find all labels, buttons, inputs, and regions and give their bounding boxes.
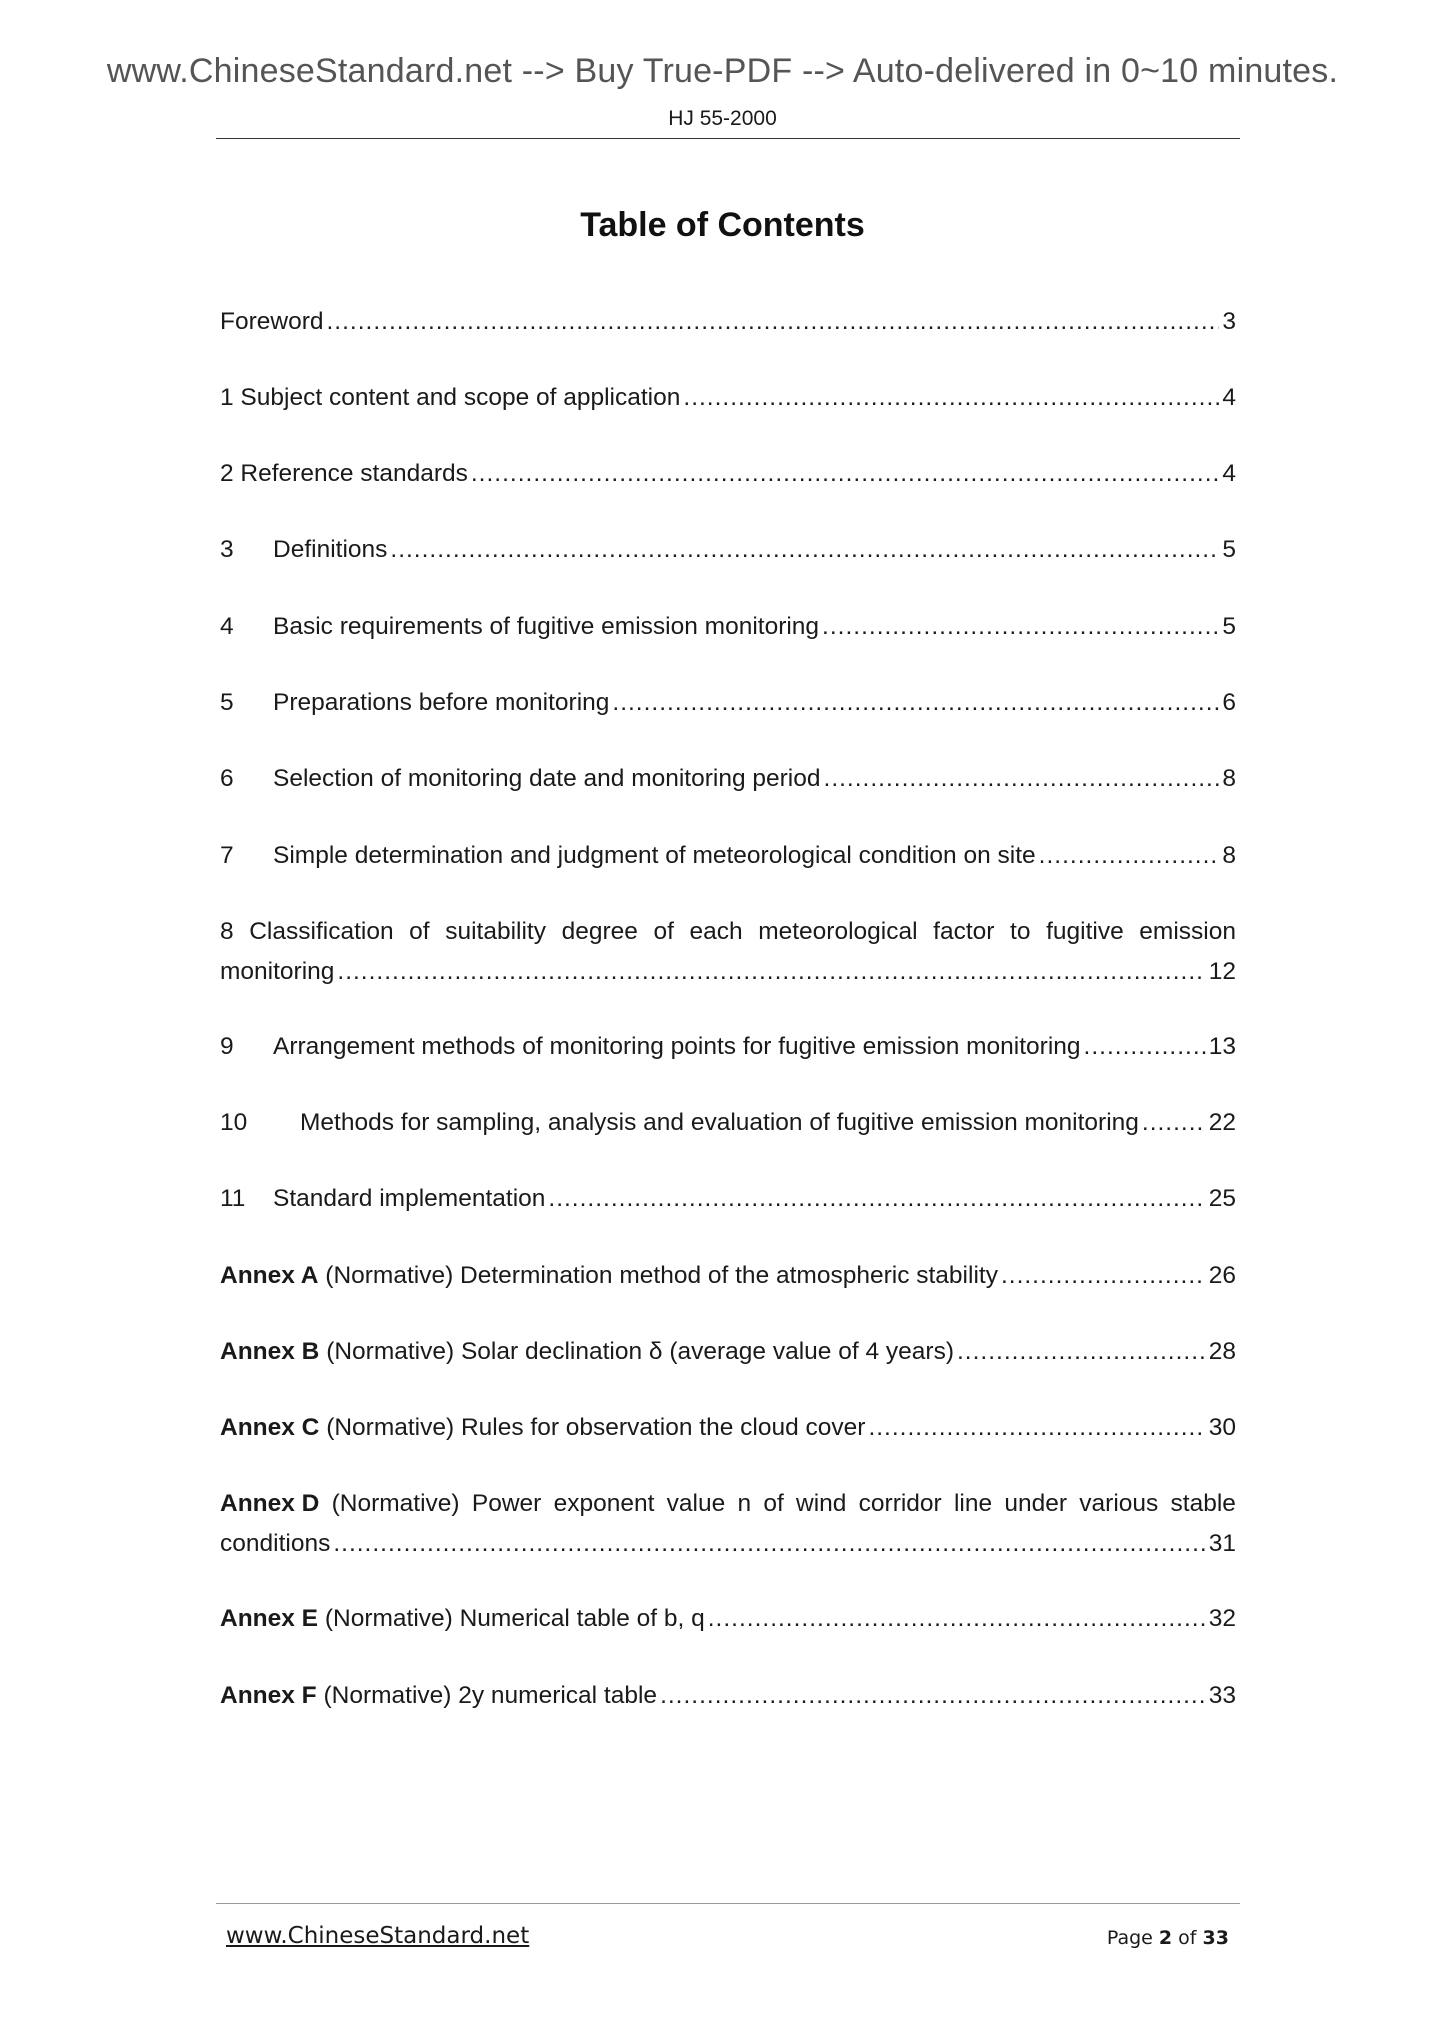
- toc-entry-text: (Normative) Solar declination δ (average value of 4 years): [326, 1338, 954, 1365]
- toc-entry-text: Simple determination and judgment of meteorological condition on site: [273, 842, 1036, 869]
- toc-leader-dots: [548, 1179, 1205, 1219]
- toc-leader-dots: [708, 1599, 1206, 1639]
- toc-entry-8[interactable]: [220, 912, 1236, 992]
- toc-entry-annex-e[interactable]: [220, 1599, 1236, 1639]
- toc-leader-dots: [1001, 1256, 1206, 1296]
- toc-leader-dots: [1039, 836, 1220, 876]
- toc-entry-annex-b[interactable]: [220, 1332, 1236, 1372]
- toc-leader-dots: [824, 759, 1220, 799]
- toc-entry-text: [220, 912, 1236, 952]
- toc-page-number: 5: [1222, 613, 1236, 640]
- toc-page-number: 22: [1208, 1109, 1236, 1136]
- annex-label: Annex F: [220, 1682, 317, 1709]
- toc-entry-annex-d[interactable]: [220, 1484, 1236, 1564]
- toc-word: Power: [471, 1490, 542, 1517]
- toc-word: various: [1079, 1490, 1159, 1517]
- total-pages: 33: [1202, 1927, 1229, 1949]
- toc-word: exponent: [553, 1490, 655, 1517]
- annex-label: Annex B: [220, 1338, 320, 1365]
- toc-section-number: 3: [220, 536, 234, 563]
- toc-section-number: 7: [220, 842, 234, 869]
- footer-page-indicator: [1107, 1927, 1229, 1949]
- toc-entry-10[interactable]: [220, 1103, 1236, 1143]
- toc-word: of: [763, 1490, 784, 1517]
- toc-entry-text: (Normative) Determination method of the atmospheric stability: [325, 1262, 998, 1289]
- toc-page-number: 30: [1208, 1414, 1236, 1441]
- toc-entry-annex-f[interactable]: [220, 1676, 1236, 1716]
- toc-word: line: [953, 1490, 993, 1517]
- toc-leader-dots: [471, 454, 1219, 494]
- toc-entry-3[interactable]: [220, 530, 1236, 570]
- toc-entry-text: Definitions: [273, 536, 388, 563]
- toc-entry-2[interactable]: [220, 454, 1236, 494]
- toc-section-number: 8: [220, 918, 234, 945]
- toc-leader-dots: [1142, 1103, 1206, 1143]
- toc-leader-dots: [390, 530, 1219, 570]
- header-divider: [216, 138, 1240, 139]
- toc-page-number: 25: [1208, 1185, 1236, 1212]
- toc-entry-text: Standard implementation: [273, 1185, 546, 1212]
- page-title: Table of Contents: [580, 206, 865, 244]
- toc-leader-dots: [337, 952, 1205, 992]
- toc-word: n: [737, 1490, 752, 1517]
- toc-entry-5[interactable]: [220, 683, 1236, 723]
- toc-entry-1[interactable]: [220, 378, 1236, 418]
- toc-page-number: 4: [1222, 460, 1236, 487]
- toc-entry-text: Selection of monitoring date and monitoring period: [273, 765, 821, 792]
- toc-entry-text: 2 Reference standards: [220, 460, 468, 487]
- toc-entry-text: Methods for sampling, analysis and evaluation of fugitive emission monitoring: [300, 1109, 1139, 1136]
- toc-section-number: 6: [220, 765, 234, 792]
- toc-entry-text: [220, 1484, 1236, 1524]
- footer-divider: [216, 1903, 1240, 1904]
- toc-word: value: [666, 1490, 726, 1517]
- toc-entry-text: Arrangement methods of monitoring points for fugitive emission monitoring: [273, 1033, 1081, 1060]
- toc-leader-dots: [957, 1332, 1206, 1372]
- toc-entry-text-continued: conditions: [220, 1530, 331, 1557]
- annex-label: Annex E: [220, 1605, 319, 1632]
- toc-page-number: 32: [1208, 1605, 1236, 1632]
- toc-entry-text: (Normative) Rules for observation the cloud cover: [326, 1414, 866, 1441]
- toc-leader-dots: [1084, 1027, 1206, 1067]
- toc-word: corridor: [858, 1490, 942, 1517]
- toc-page-number: 12: [1208, 958, 1236, 985]
- toc-section-number: 5: [220, 689, 234, 716]
- toc-word: stable: [1170, 1490, 1236, 1517]
- toc-entry-text: (Normative) 2y numerical table: [323, 1682, 658, 1709]
- page-mid: of: [1172, 1927, 1203, 1949]
- toc-leader-dots: [333, 1524, 1205, 1564]
- toc-entry-text: Preparations before monitoring: [273, 689, 610, 716]
- toc-entry-text: Basic requirements of fugitive emission monitoring: [273, 613, 820, 640]
- annex-label: Annex A: [220, 1262, 319, 1289]
- toc-entry-7[interactable]: [220, 836, 1236, 876]
- toc-word: fugitive: [1046, 918, 1124, 945]
- page-prefix: Page: [1106, 1927, 1159, 1949]
- toc-word: of: [653, 918, 674, 945]
- annex-label: Annex D: [220, 1490, 320, 1517]
- toc-leader-dots: [326, 302, 1219, 342]
- toc-word: wind: [796, 1490, 847, 1517]
- toc-page-number: 26: [1208, 1262, 1236, 1289]
- toc-word: emission: [1139, 918, 1236, 945]
- toc-entry-annex-a[interactable]: [220, 1256, 1236, 1296]
- toc-page-number: 3: [1222, 308, 1236, 335]
- toc-entry-6[interactable]: [220, 759, 1236, 799]
- toc-page-number: 5: [1222, 536, 1236, 563]
- toc-word: Classification: [249, 918, 394, 945]
- toc-entry-text: Foreword: [220, 308, 324, 335]
- toc-word: (Normative): [331, 1490, 460, 1517]
- toc-word: factor: [933, 918, 995, 945]
- toc-word: under: [1004, 1490, 1068, 1517]
- toc-section-number: 11: [220, 1185, 246, 1212]
- document-code: HJ 55-2000: [668, 107, 777, 130]
- current-page-number: 2: [1158, 1927, 1173, 1949]
- toc-page-number: 8: [1222, 842, 1236, 869]
- toc-leader-dots: [660, 1676, 1206, 1716]
- toc-leader-dots: [612, 683, 1219, 723]
- toc-word: of: [409, 918, 430, 945]
- toc-leader-dots: [868, 1408, 1205, 1448]
- toc-entry-11[interactable]: [220, 1179, 1236, 1219]
- footer-website-link[interactable]: www.ChineseStandard.net: [226, 1923, 530, 1949]
- toc-page-number: 13: [1208, 1033, 1236, 1060]
- toc-section-number: 9: [220, 1033, 234, 1060]
- toc-entry-text: 1 Subject content and scope of application: [220, 384, 681, 411]
- toc-page-number: 4: [1222, 384, 1236, 411]
- toc-entry-annex-c[interactable]: [220, 1408, 1236, 1448]
- toc-entry-foreword[interactable]: [220, 302, 1236, 342]
- toc-page-number: 28: [1208, 1338, 1236, 1365]
- toc-word: to: [1010, 918, 1031, 945]
- toc-entry-4[interactable]: [220, 607, 1236, 647]
- annex-label: Annex C: [220, 1414, 320, 1441]
- toc-leader-dots: [822, 607, 1219, 647]
- toc-page-number: 33: [1208, 1682, 1236, 1709]
- toc-page-number: 31: [1208, 1530, 1236, 1557]
- toc-leader-dots: [683, 378, 1219, 418]
- toc-entry-text-continued: monitoring: [220, 958, 335, 985]
- toc-word: suitability: [445, 918, 546, 945]
- toc-section-number: 4: [220, 613, 234, 640]
- toc-section-number: 10: [220, 1109, 248, 1136]
- toc-page-number: 6: [1222, 689, 1236, 716]
- header-banner: www.ChineseStandard.net --> Buy True-PDF --> Auto-delivered in 0~10 minutes.: [106, 52, 1339, 90]
- toc-word: each: [689, 918, 743, 945]
- toc-word: meteorological: [758, 918, 918, 945]
- toc-word: degree: [561, 918, 638, 945]
- toc-entry-9[interactable]: [220, 1027, 1236, 1067]
- toc-entry-text: (Normative) Numerical table of b, q: [324, 1605, 705, 1632]
- toc-page-number: 8: [1222, 765, 1236, 792]
